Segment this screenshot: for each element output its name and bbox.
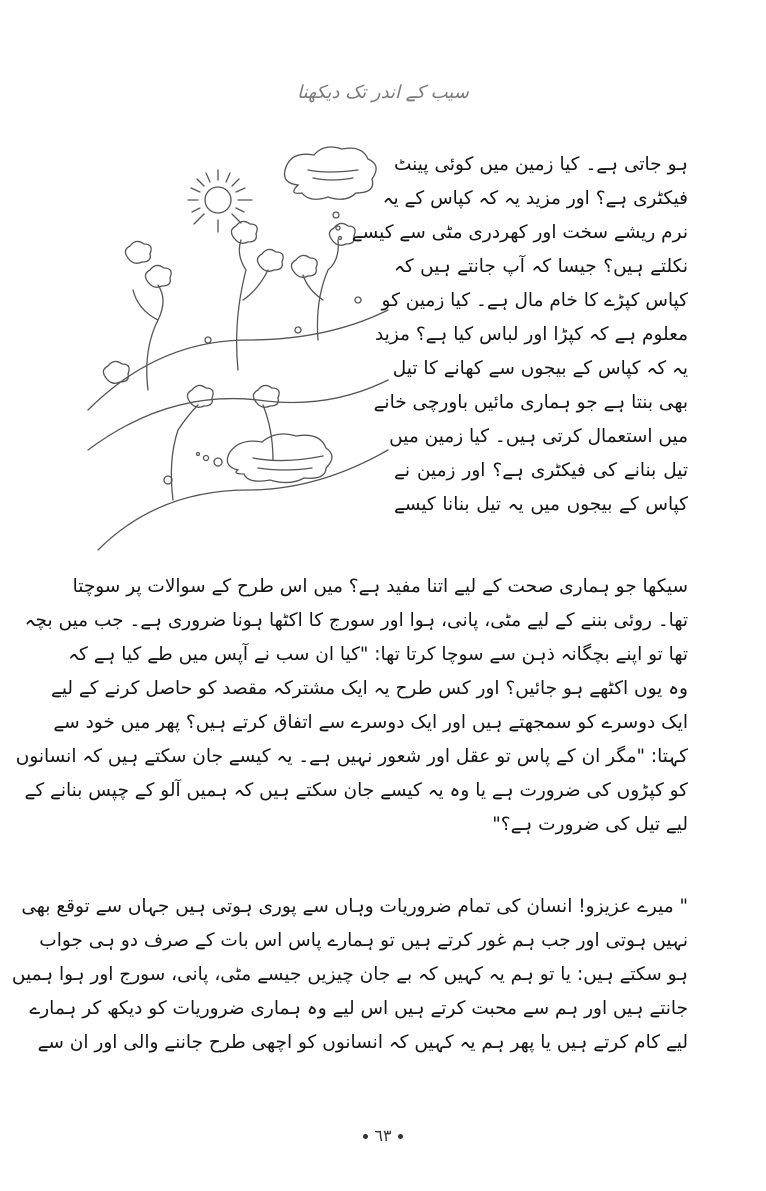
- paragraph-line: لیے کام کرتے ہیں یا پھر ہم یہ کہیں کہ انسانوں کو اچھی طرح جاننے والی اور ان سے: [37, 1032, 688, 1053]
- paragraph-line: نہیں ہوتی اور جب ہم غور کرتے ہیں تو ہمارے پاس اس بات کے صرف دو ہی جواب: [39, 930, 688, 951]
- paragraph-line: جانتے ہیں اور ہم سے محبت کرتے ہیں اس لیے وہ ہماری ضروریات کو دیکھ کر ہمارے: [29, 998, 688, 1019]
- paragraph-line: کو کپڑوں کی ضرورت ہے یا وہ یہ کیسے جان سکتے ہیں کہ ہمیں آلو کے چپس بنانے کے: [24, 780, 688, 801]
- column-line: ہو جاتی ہے۔ کیا زمین میں کوئی پینٹ: [394, 154, 688, 175]
- bullet-dot-icon: [363, 1134, 368, 1139]
- column-line: نرم ریشے سخت اور کھردری مٹی سے کیسے: [351, 222, 688, 243]
- column-line: میں استعمال کرتی ہیں۔ کیا زمین میں: [389, 426, 688, 447]
- column-line: فیکٹری ہے؟ اور مزید یہ کہ کپاس کے یہ: [382, 188, 688, 209]
- thought-cloud-bottom: [197, 434, 333, 483]
- hill-front: [98, 450, 388, 550]
- paragraph-line: ہو سکتے ہیں: یا تو ہم یہ کہیں کہ بے جان چیزیں جیسے مٹی، پانی، سورج اور ہوا ہمیں: [11, 964, 688, 985]
- sun-icon: [188, 170, 252, 232]
- paragraph-2: [11, 890, 688, 1060]
- paragraph-line: لیے تیل کی ضرورت ہے؟": [492, 814, 688, 835]
- bullet-dot-icon: [398, 1134, 403, 1139]
- paragraph-line: تھا۔ روئی بننے کے لیے مٹی، پانی، ہوا اور سورج کا اکٹھا ہونا ضروری ہے۔ جب میں بچہ: [24, 610, 688, 631]
- hill-middle: [88, 380, 388, 450]
- illustration-drawing: [88, 140, 388, 560]
- column-line: معلوم ہے کہ کپڑا اور لباس کیا ہے؟ مزید: [374, 324, 688, 345]
- paragraph-line: تھا تو اپنے بچگانہ ذہن سے سوچا کرتا تھا: "کیا ان سب نے آپس میں طے کیا ہے کہ: [68, 644, 688, 665]
- page-number-text: ٦٣: [374, 1126, 392, 1145]
- column-line: کپاس کپڑے کا خام مال ہے۔ کیا زمین کو: [381, 290, 688, 311]
- paragraph-1: [15, 570, 688, 842]
- paragraph-line: کہتا: "مگر ان کے پاس تو عقل اور شعور نہیں ہے۔ یہ کیسے جان سکتے ہیں کہ انسانوں: [15, 746, 688, 767]
- page-number: [0, 1126, 766, 1145]
- column-line: یہ کہ کپاس کے بیجوں سے کھانے کا تیل: [392, 358, 688, 379]
- column-line: نکلتے ہیں؟ جیسا کہ آپ جانتے ہیں کہ: [394, 256, 688, 277]
- running-header: سیب کے اندر تک دیکھنا: [297, 82, 469, 103]
- paragraph-line: ایک دوسرے کو سمجھتے ہیں اور ایک دوسرے سے اتفاق کرتے ہیں؟ پھر میں خود سے: [53, 712, 688, 733]
- column-line: بھی بنتا ہے جو ہماری مائیں باورچی خانے: [373, 392, 688, 413]
- column-text: [351, 148, 688, 522]
- hill-back: [88, 310, 388, 410]
- paragraph-line: وہ یوں اکٹھے ہو جائیں؟ اور کس طرح یہ ایک مشترکہ مقصد کو حاصل کرنے کے لیے: [50, 678, 688, 699]
- paragraph-line: سیکھا جو ہماری صحت کے لیے اتنا مفید ہے؟ میں اس طرح کے سوالات پر سوچتا: [72, 576, 688, 597]
- paragraph-line: " میرے عزیزو! انسان کی تمام ضروریات وہاں سے پوری ہوتی ہیں جہاں سے توقع بھی: [21, 896, 688, 917]
- column-line: کپاس کے بیجوں میں یہ تیل بنانا کیسے: [394, 494, 688, 515]
- column-line: تیل بنانے کی فیکٹری ہے؟ اور زمین نے: [394, 460, 688, 481]
